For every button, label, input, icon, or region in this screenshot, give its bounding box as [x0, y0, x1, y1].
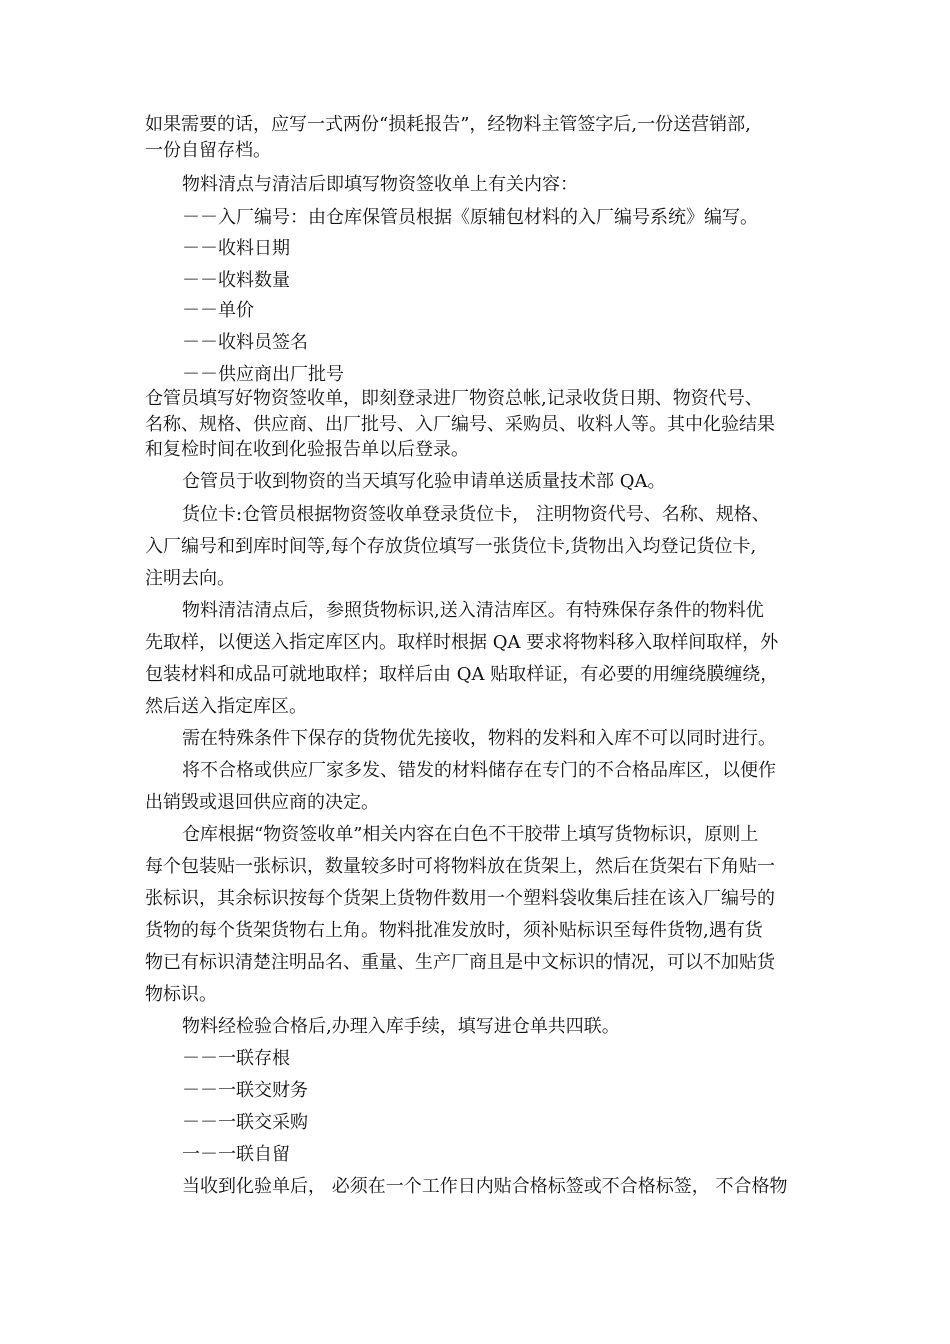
- text-line: 仓库根据“物资签收单”相关内容在白色不干胶带上填写货物标识，原则上: [182, 824, 759, 845]
- text-line: 物已有标识清楚注明品名、重量、生产厂商且是中文标识的情况，可以不加贴货: [145, 952, 775, 973]
- text-line: －－收料日期: [182, 238, 290, 259]
- text-line: 货物的每个货架货物右上角。物料批准发放时，须补贴标识至每件货物,遇有货: [145, 920, 763, 941]
- text-line: 入厂编号和到库时间等,每个存放货位填写一张货位卡,货物出入均登记货位卡,: [145, 536, 757, 557]
- text-line: 货位卡:仓管员根据物资签收单登录货位卡， 注明物资代号、名称、规格、: [182, 504, 770, 525]
- text-line: 仓管员于收到物资的当天填写化验申请单送质量技术部 QA。: [182, 471, 666, 492]
- text-line: 名称、规格、供应商、出厂批号、入厂编号、采购员、收料人等。其中化验结果: [145, 414, 775, 435]
- text-line: －－单价: [182, 300, 254, 321]
- text-line: －－一联存根: [182, 1048, 290, 1069]
- text-line: 注明去向。: [145, 568, 235, 589]
- text-line: 张标识，其余标识按每个货架上货物件数用一个塑料袋收集后挂在该入厂编号的: [145, 888, 775, 909]
- text-line: 一份自留存档。: [145, 140, 271, 161]
- text-line: 然后送入指定库区。: [145, 696, 307, 717]
- text-line: －－入厂编号：由仓库保管员根据《原辅包材料的入厂编号系统》编写。: [182, 207, 758, 228]
- text-line: 当收到化验单后， 必须在一个工作日内贴合格标签或不合格标签， 不合格物: [182, 1176, 788, 1197]
- text-line: －－一联交采购: [182, 1112, 308, 1133]
- text-line: 一－一联自留: [182, 1144, 290, 1165]
- text-line: 如果需要的话，应写一式两份“损耗报告”，经物料主管签字后,一份送营销部,: [145, 114, 751, 135]
- text-line: 将不合格或供应厂家多发、错发的材料储存在专门的不合格品库区，以便作: [182, 760, 776, 781]
- text-line: 物料清洁清点后，参照货物标识,送入清洁库区。有特殊保存条件的物料优: [182, 600, 764, 621]
- text-line: 包装材料和成品可就地取样；取样后由 QA 贴取样证，有必要的用缠绕膜缠绕，: [145, 664, 779, 685]
- text-line: 出销毁或退回供应商的决定。: [145, 792, 379, 813]
- text-line: 仓管员填写好物资签收单，即刻登录进厂物资总帐,记录收货日期、物资代号、: [145, 388, 763, 409]
- text-line: 物标识。: [145, 984, 217, 1005]
- text-line: 物料清点与清洁后即填写物资签收单上有关内容：: [182, 174, 578, 195]
- text-line: 物料经检验合格后,办理入库手续，填写进仓单共四联。: [182, 1016, 620, 1037]
- text-line: －－收料数量: [182, 270, 290, 291]
- text-line: 需在特殊条件下保存的货物优先接收，物料的发料和入库不可以同时进行。: [182, 728, 776, 749]
- text-line: －－收料员签名: [182, 332, 308, 353]
- text-line: －－一联交财务: [182, 1080, 308, 1101]
- text-line: 和复检时间在收到化验报告单以后登录。: [145, 439, 469, 460]
- text-line: 先取样，以便送入指定库区内。取样时根据 QA 要求将物料移入取样间取样，外: [145, 632, 779, 653]
- text-line: 每个包装贴一张标识，数量较多时可将物料放在货架上，然后在货架右下角贴一: [145, 856, 775, 877]
- text-line: －－供应商出厂批号: [182, 364, 344, 385]
